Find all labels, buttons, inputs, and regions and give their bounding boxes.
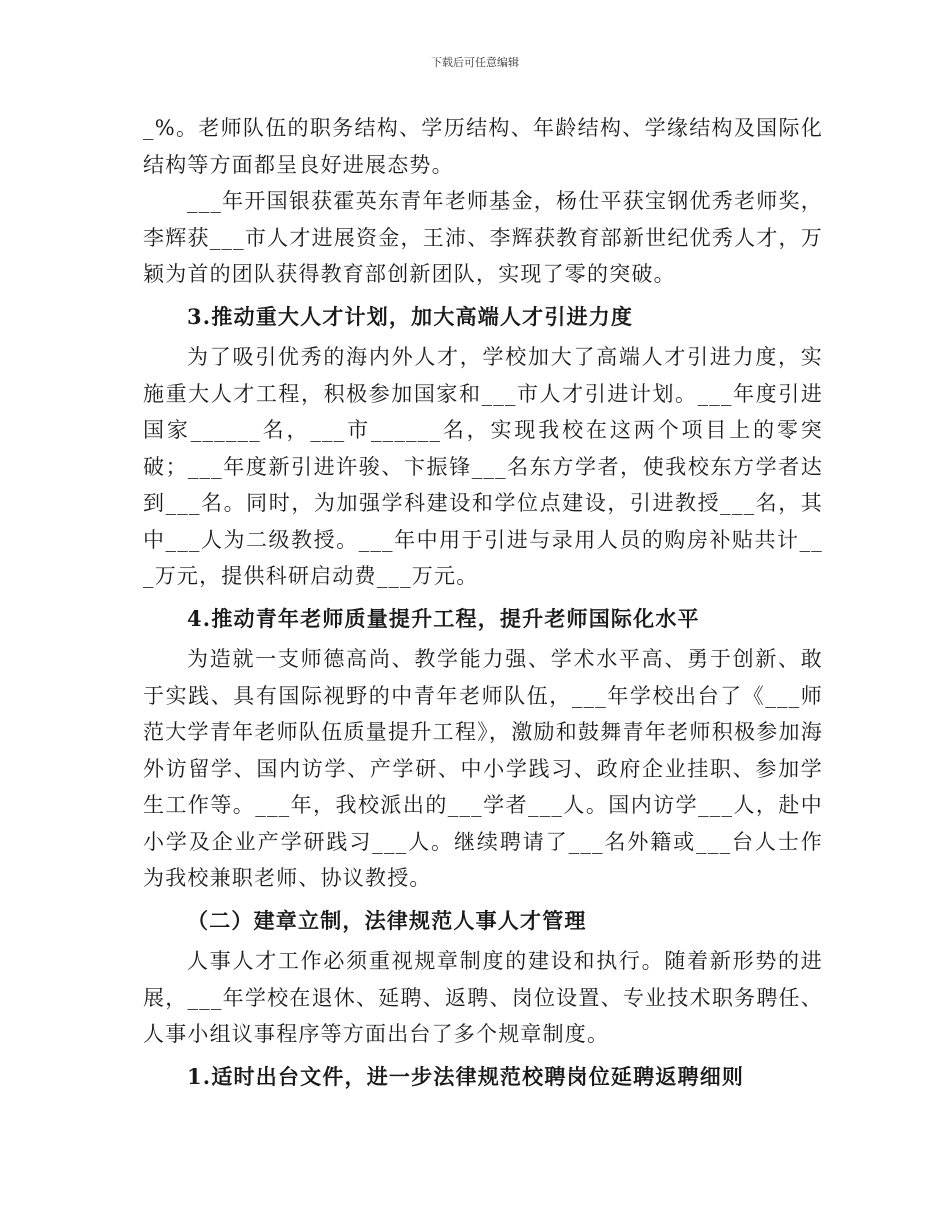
section-heading-4: 4.推动青年老师质量提升工程，提升老师国际化水平 [187, 605, 700, 631]
paragraph-body-1: _%。老师队伍的职务结构、学历结构、年龄结构、学缘结构及国际化结构等方面都呈良好进展态势。 [143, 116, 823, 177]
page-header: 下载后可任意编辑 [431, 56, 519, 69]
section-heading-3: 3.推动重大人才计划，加大高端人才引进力度 [187, 303, 634, 329]
section-heading-part-2: （二）建章立制，法律规范人事人才管理 [187, 907, 587, 933]
paragraph-body-4: 为造就一支师德高尚、教学能力强、学术水平高、勇于创新、敢于实践、具有国际视野的中青年老师队伍，___年学校出台了《___师范大学青年老师队伍质量提升工程》，激励和鼓舞青年老师积极参加海外访留学、国内访学、产学研、中小学践习、政府企业挂职、参加学生工作等。___年，我校派出的___学者___人。国内访学___人，赴中小学及企业产学研践习___人。继续聘请了___名外籍或___台人士作为我校兼职老师、协议教授。 [143, 647, 823, 890]
paragraph-body-5: 人事人才工作必须重视规章制度的建设和执行。随着新形势的进展，___年学校在退休、延聘、返聘、岗位设置、专业技术职务聘任、人事小组议事程序等方面出台了多个规章制度。 [143, 949, 823, 1046]
section-heading-1: 1.适时出台文件，进一步法律规范校聘岗位延聘返聘细则 [187, 1063, 745, 1089]
paragraph-body-3: 为了吸引优秀的海内外人才，学校加大了高端人才引进力度，实施重大人才工程，积极参加国家和___市人才引进计划。___年度引进国家______名，___市______名，实现我校在这两个项目上的零突破；___年度新引进许骏、卞振锋___名东方学者，使我校东方学者达到___名。同时，为加强学科建设和学位点建设，引进教授___名，其中___人为二级教授。___年中用于引进与录用人员的购房补贴共计___万元，提供科研启动费___万元。 [143, 345, 823, 588]
document-body [143, 110, 823, 1099]
paragraph-body-2: ___年开国银获霍英东青年老师基金，杨仕平获宝钢优秀老师奖，李辉获___市人才进展资金，王沛、李辉获教育部新世纪优秀人才，万颖为首的团队获得教育部创新团队，实现了零的突破。 [143, 189, 823, 286]
